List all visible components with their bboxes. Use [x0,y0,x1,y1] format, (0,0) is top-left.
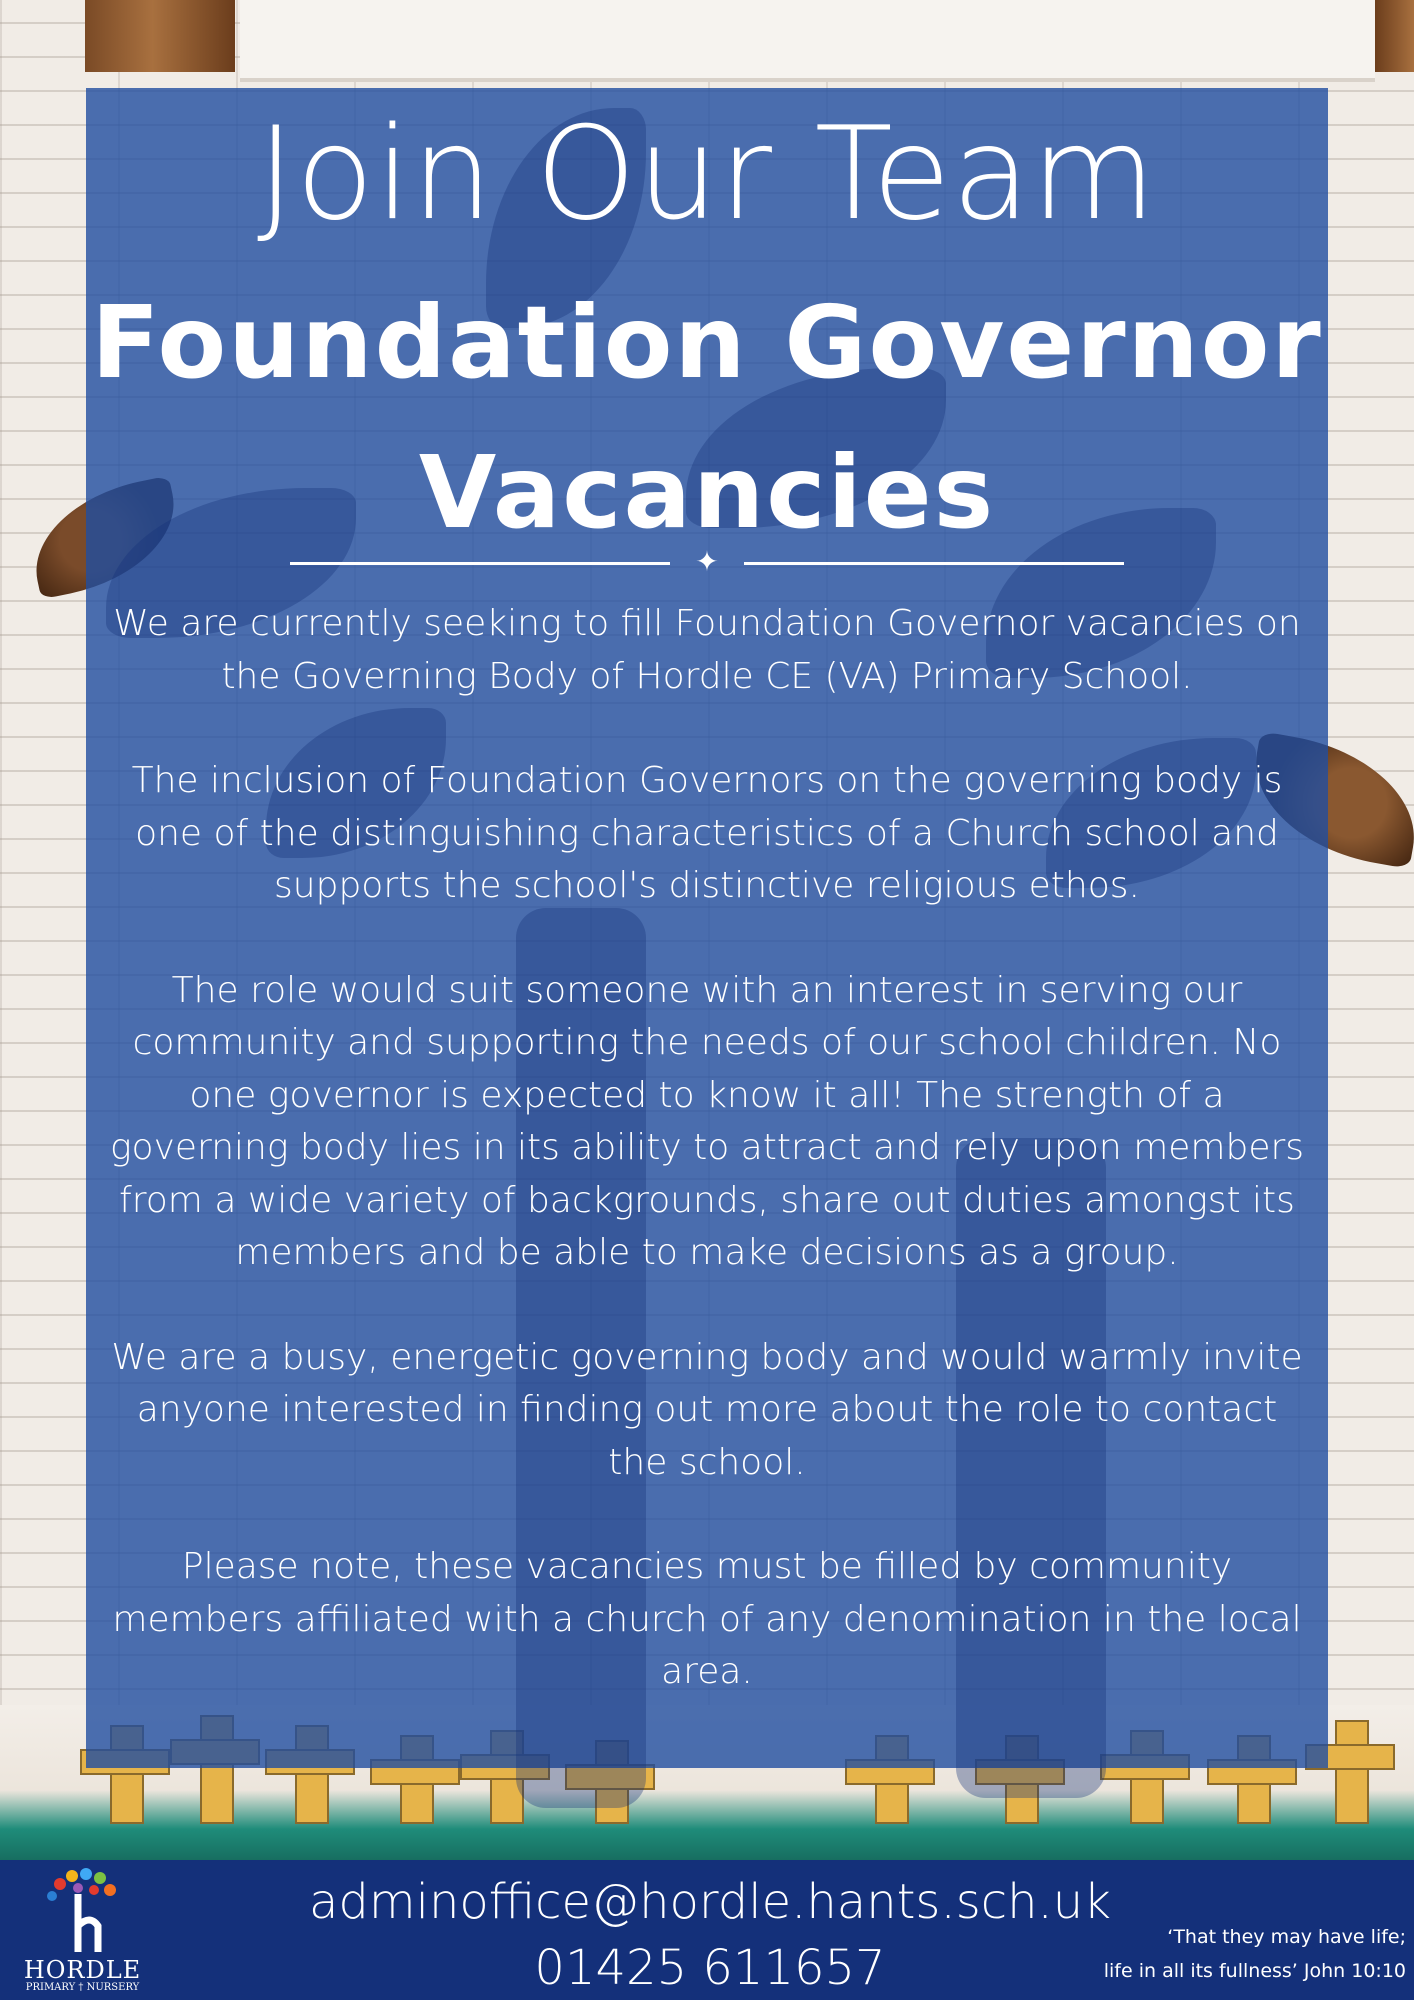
verse-line: life in all its fullness’ John 10:10 [1103,1960,1406,1982]
tree-h-logo-icon [20,1864,145,1959]
four-point-star-icon: ✦ [695,545,719,578]
poster-subtitle [86,268,1328,568]
title-divider [290,545,1124,578]
background-beam-right [1375,0,1414,72]
body-paragraph: Please note, these vacancies must be filled by community members affiliated with a church of any denomination in the local area. [112,1546,1302,1692]
background-window [240,0,1375,82]
poster-subtitle-line1: Foundation Governor [91,284,1323,401]
poster-body [106,598,1308,1751]
logo-school-subtitle: PRIMARY † NURSERY [25,1982,140,1993]
background-beam-left [85,0,235,72]
logo-school-name: HORDLE [23,1956,142,1984]
poster-title: Join Our Team [257,100,1157,249]
contact-phone[interactable]: 01425 611657 [534,1940,886,1996]
bible-verse [1060,1920,1406,1988]
verse-line: ‘That they may have life; [1167,1926,1406,1948]
decorative-cross [1335,1720,1369,1824]
body-paragraph: The role would suit someone with an interest in serving our community and supporting the needs of our school children. No one governor is expected to know it all! The strength of a governing body lies in its ability to attract and rely upon members from a wide variety of backgrounds, share out duties amongst its members and be able to make decisions as a group. [109,969,1305,1273]
body-paragraph: We are a busy, energetic governing body and would warmly invite anyone interested in finding out more about the role to contact the school. [111,1336,1303,1483]
body-paragraph: We are currently seeking to fill Foundation Governor vacancies on the Governing Body of Hordle CE (VA) Primary School. [113,603,1301,697]
divider-line-right [744,562,1124,565]
body-paragraph: The inclusion of Foundation Governors on the governing body is one of the distinguishing characteristics of a Church school and supports the school's distinctive religious ethos. [131,760,1283,906]
poster-subtitle-line2: Vacancies [418,434,996,551]
divider-line-left [290,562,670,565]
contact-email[interactable]: adminoffice@hordle.hants.sch.uk [308,1874,1111,1930]
